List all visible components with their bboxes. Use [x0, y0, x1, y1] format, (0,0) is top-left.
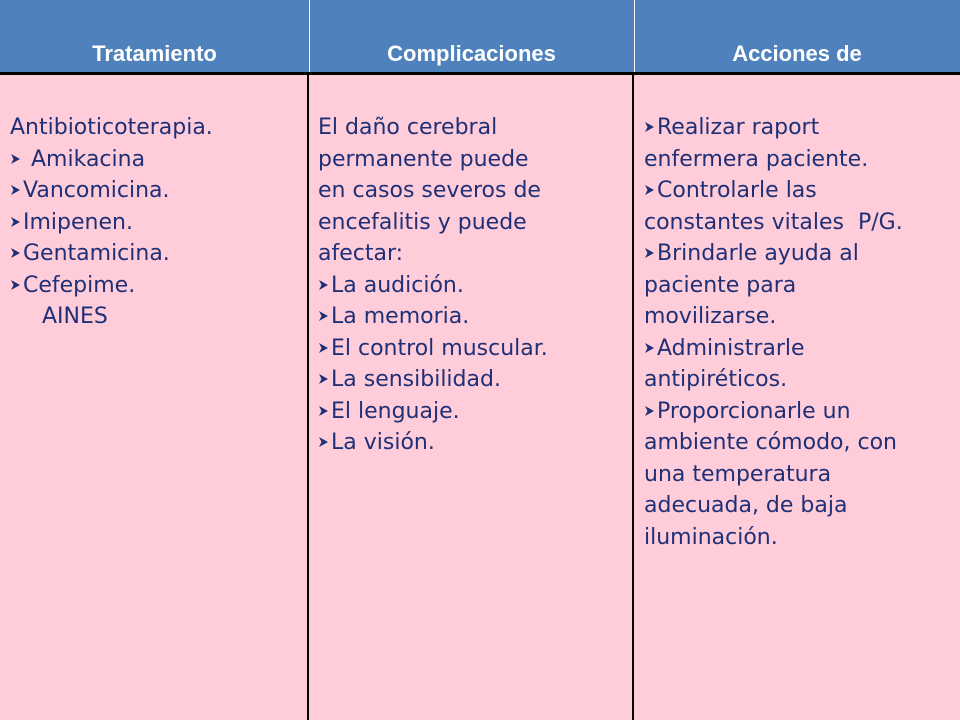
complication-intro-line: permanente puede: [318, 146, 529, 172]
list-item-text: Gentamicina.: [23, 241, 170, 266]
list-item: [318, 333, 628, 365]
list-item-text: El lenguaje.: [331, 398, 460, 424]
arrowhead-bullet-icon: [644, 247, 657, 259]
header-acciones: Acciones de: [732, 41, 862, 66]
cell-complicaciones: [318, 112, 628, 459]
list-item-text: La memoria.: [331, 304, 470, 329]
arrowhead-bullet-icon: [318, 279, 331, 291]
list-item: [10, 144, 302, 176]
cell-acciones: [644, 112, 956, 553]
list-item-text: La visión.: [331, 430, 435, 455]
cell-tratamiento: [10, 112, 302, 333]
list-item-text: La sensibilidad.: [331, 367, 501, 392]
arrowhead-bullet-icon: [644, 342, 657, 354]
list-item: [10, 238, 302, 270]
arrowhead-bullet-icon: [10, 153, 23, 165]
list-item-continuation: una temperatura: [644, 461, 832, 487]
list-item: [318, 396, 628, 428]
list-item: [10, 207, 302, 239]
list-item-text: Imipenen.: [23, 209, 133, 235]
list-item-text: Proporcionarle un: [657, 398, 851, 424]
complication-intro-line: en casos severos de: [318, 178, 541, 203]
list-item-text: Vancomicina.: [23, 178, 170, 203]
arrowhead-bullet-icon: [10, 216, 23, 228]
treatment-tail: AINES: [42, 304, 108, 329]
list-item-text: Brindarle ayuda al: [657, 241, 859, 266]
list-item-continuation: ambiente cómodo, con: [644, 430, 897, 455]
list-item-text: La audición.: [331, 272, 464, 298]
arrowhead-bullet-icon: [318, 373, 331, 385]
arrowhead-bullet-icon: [644, 121, 657, 133]
arrowhead-bullet-icon: [318, 342, 331, 354]
list-item: [318, 301, 628, 333]
arrowhead-bullet-icon: [644, 405, 657, 417]
header-divider: [634, 0, 635, 72]
list-item: [10, 175, 302, 207]
list-item: [644, 333, 956, 365]
header-tratamiento: Tratamiento: [92, 41, 217, 66]
list-item-continuation: adecuada, de baja: [644, 493, 848, 518]
arrowhead-bullet-icon: [318, 310, 331, 322]
list-item: [644, 175, 956, 207]
complication-intro-line: afectar:: [318, 241, 404, 266]
complication-intro-line: encefalitis y puede: [318, 209, 527, 235]
column-divider: [307, 75, 309, 720]
list-item-continuation: paciente para: [644, 272, 797, 298]
column-divider: [632, 75, 634, 720]
list-item-text: Cefepime.: [23, 272, 136, 298]
list-item: [318, 270, 628, 302]
list-item-text: Realizar raport: [657, 115, 820, 140]
list-item-continuation: antipiréticos.: [644, 367, 788, 392]
header-complicaciones: Complicaciones: [387, 41, 556, 66]
list-item: [318, 364, 628, 396]
list-item-continuation: iluminación.: [644, 524, 778, 550]
arrowhead-bullet-icon: [10, 184, 23, 196]
complication-intro-line: El daño cerebral: [318, 115, 498, 140]
list-item-continuation: enfermera paciente.: [644, 146, 869, 172]
list-item: [318, 427, 628, 459]
table-header-row: [0, 0, 960, 72]
list-item-continuation: movilizarse.: [644, 304, 777, 329]
treatment-intro: Antibioticoterapia.: [10, 115, 213, 140]
list-item: [644, 112, 956, 144]
list-item-text: Amikacina: [31, 146, 146, 172]
list-item: [644, 396, 956, 428]
list-item-text: Administrarle: [657, 335, 805, 361]
list-item-continuation: constantes vitales P/G.: [644, 209, 903, 235]
list-item-text: Controlarle las: [657, 178, 817, 203]
arrowhead-bullet-icon: [10, 279, 23, 291]
arrowhead-bullet-icon: [10, 247, 23, 259]
header-divider: [309, 0, 310, 72]
arrowhead-bullet-icon: [318, 405, 331, 417]
arrowhead-bullet-icon: [318, 436, 331, 448]
list-item: [644, 238, 956, 270]
list-item: [10, 270, 302, 302]
list-item-text: El control muscular.: [331, 335, 548, 361]
arrowhead-bullet-icon: [644, 184, 657, 196]
